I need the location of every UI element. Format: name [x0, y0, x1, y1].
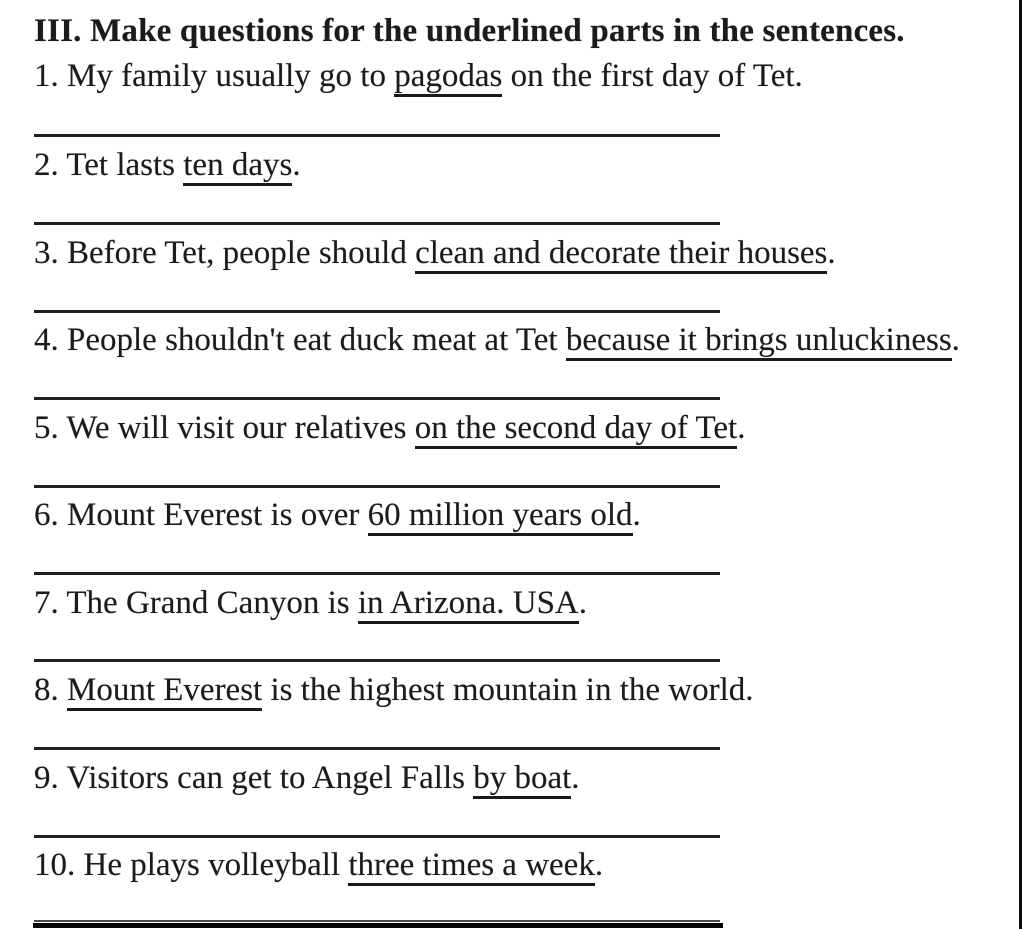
sentence-8-underlined-part: Mount Everest: [67, 672, 262, 711]
sentence-5: [34, 412, 745, 445]
sentence-5-after: .: [737, 410, 746, 446]
sentence-2-before: 2. Tet lasts: [34, 147, 184, 183]
scan-right-edge-line: [1019, 0, 1022, 929]
sentence-3-underlined-part: clean and decorate their houses: [415, 235, 827, 274]
sentence-4-after: .: [951, 322, 960, 358]
sentence-8-after: is the highest mountain in the world.: [262, 672, 754, 708]
sentence-10-underlined-part: three times a week: [348, 847, 594, 886]
sentence-7-before: 7. The Grand Canyon is: [34, 585, 358, 621]
answer-blank-line-1: [34, 134, 720, 137]
sentence-7: [34, 587, 587, 620]
sentence-7-after: .: [578, 585, 588, 621]
sentence-4: [34, 324, 960, 357]
sentence-9-before: 9. Visitors can get to Angel Falls: [34, 760, 474, 796]
sentence-1-underlined-part: pagodas: [394, 58, 502, 97]
answer-blank-line-6: [34, 572, 720, 575]
sentence-10-after: .: [594, 847, 604, 883]
page-cutoff-bottom-line: [33, 923, 723, 928]
sentence-6: [34, 499, 641, 532]
sentence-6-before: 6. Mount Everest is over: [34, 497, 368, 533]
answer-blank-line-2: [34, 222, 720, 225]
answer-blank-line-5: [34, 485, 720, 488]
sentence-3-after: .: [827, 235, 836, 271]
sentence-5-underlined-part: on the second day of Tet: [415, 410, 737, 449]
sentence-6-underlined-part: 60 million years old: [368, 497, 633, 536]
sentence-8: [34, 674, 754, 707]
sentence-1-before: 1. My family usually go to: [34, 58, 395, 94]
sentence-6-after: .: [632, 497, 641, 533]
sentence-5-before: 5. We will visit our relatives: [34, 410, 415, 446]
sentence-4-before: 4. People shouldn't eat duck meat at Tet: [34, 322, 566, 358]
exercise-title: III. Make questions for the underlined parts in the sentences.: [34, 13, 905, 49]
sentence-9-after: .: [571, 760, 580, 796]
sentence-2-after: .: [292, 147, 301, 183]
sentence-2: [34, 149, 301, 182]
answer-blank-line-10: [34, 920, 720, 922]
sentence-3: [34, 237, 836, 270]
answer-blank-line-7: [34, 659, 720, 662]
sentence-3-before: 3. Before Tet, people should: [34, 235, 416, 271]
sentence-1: [34, 60, 803, 93]
answer-blank-line-8: [34, 747, 720, 750]
sentence-10-before: 10. He plays volleyball: [34, 847, 349, 883]
sentence-7-underlined-part: in Arizona. USA: [358, 585, 579, 624]
sentence-2-underlined-part: ten days: [183, 147, 292, 186]
sentence-1-after: on the first day of Tet.: [502, 58, 803, 94]
sentence-10: [34, 849, 603, 882]
answer-blank-line-4: [34, 397, 720, 400]
sentence-9: [34, 762, 580, 795]
sentence-9-underlined-part: by boat: [473, 760, 571, 799]
answer-blank-line-3: [34, 310, 720, 313]
sentence-8-before: 8.: [34, 672, 67, 708]
answer-blank-line-9: [34, 835, 720, 838]
sentence-4-underlined-part: because it brings unluckiness: [566, 322, 952, 361]
